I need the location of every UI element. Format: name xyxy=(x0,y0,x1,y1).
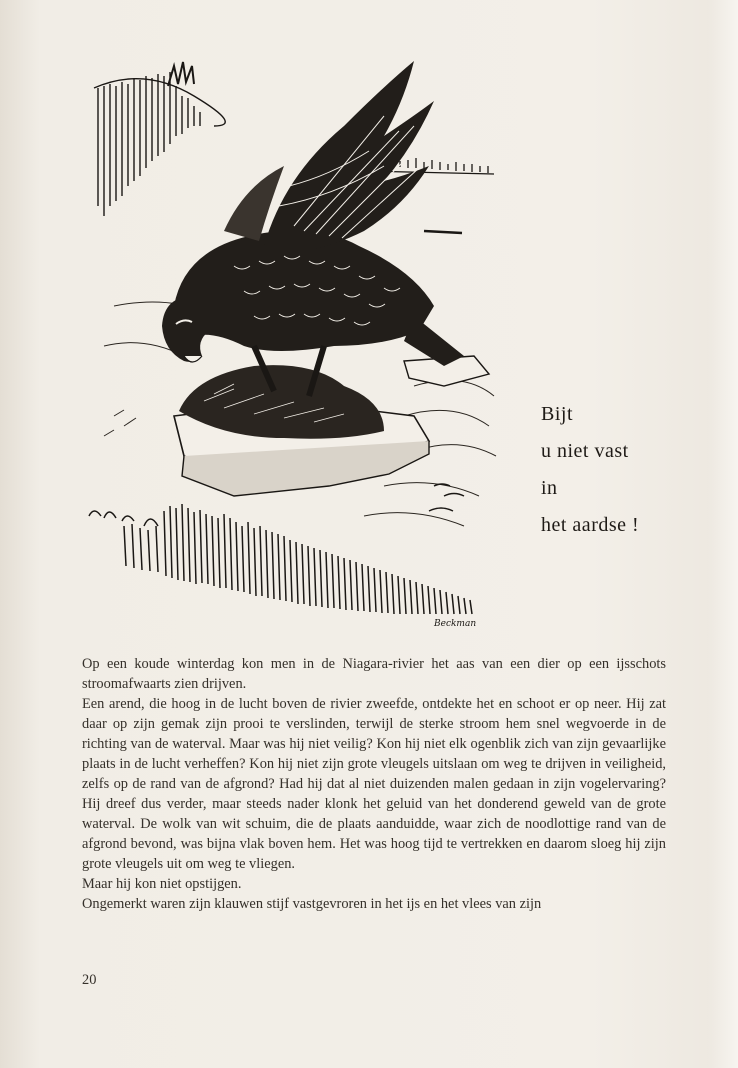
paragraph: Ongemerkt waren zijn klauwen stijf vastgevroren in het ijs en het vlees van zijn xyxy=(82,896,542,912)
caption-line: Bijt xyxy=(541,403,574,425)
illustration-caption xyxy=(541,396,639,544)
page-edge xyxy=(708,0,738,1068)
caption-line: in xyxy=(541,477,558,499)
caption-line: het aardse ! xyxy=(541,514,640,536)
caption-line: u niet vast xyxy=(541,440,629,462)
body-text xyxy=(82,654,666,914)
eagle-drawing xyxy=(84,56,514,631)
illustrator-signature: Beckman xyxy=(434,619,477,629)
paragraph: Op een koude winterdag kon men in de Niagara-rivier het aas van een dier op een ijsschots stroomafwaarts zien drijven. xyxy=(82,656,666,692)
page-number: 20 xyxy=(82,972,97,988)
paragraph: Een arend, die hoog in de lucht boven de rivier zweefde, ontdekte het en schoot er op neer. Hij zat daar op zijn gemak zijn prooi te verslinden, terwijl de sterke stroom hem snel wegvoerde in de richting van de waterval. Maar was hij niet veilig? Kon hij niet elk ogenblik zich van zijn gevaarlijke plaats in de lucht verheffen? Kon hij niet zijn grote vleugels uitslaan om weg te drijven in veiligheid, zelfs op de rand van de afgrond? Had hij dat al niet duizenden malen gedaan in zijn vogelervaring? Hij dreef dus verder, maar steeds nader klonk het geluid van het donderend geweld van de grote waterval. De wolk van wit schuim, die de plaats aanduidde, waar zich de noodlottige rand van de afgrond bevond, was bijna vlak boven hem. Het was hoog tijd te vertrekken en daarom sloeg hij zijn grote vleugels uit om weg te vliegen. xyxy=(82,696,666,872)
eagle-illustration xyxy=(84,56,514,631)
paragraph: Maar hij kon niet opstijgen. xyxy=(82,876,242,892)
